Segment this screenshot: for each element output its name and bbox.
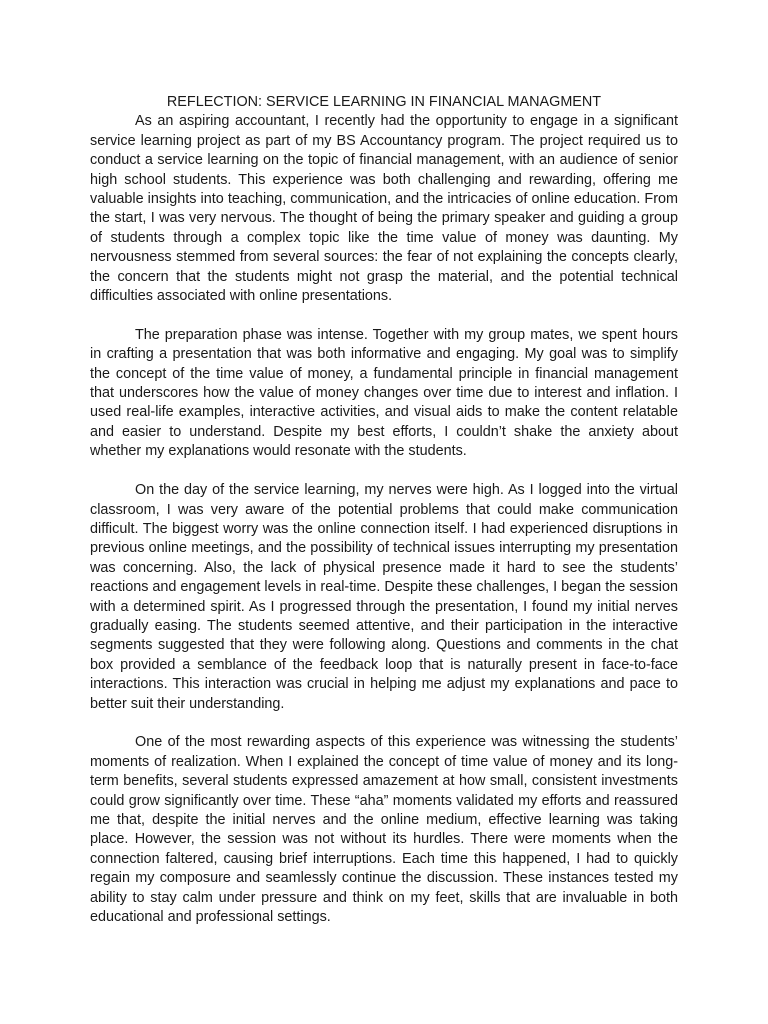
paragraph-2: The preparation phase was intense. Together with my group mates, we spent hours in crafting a presentation that was both informative and engaging. My goal was to simplify the concept of the time value of money, a fundamental principle in financial management that underscores how the value of money changes over time due to interest and inflation. I used real-life examples, interactive activities, and visual aids to make the content relatable and easier to understand. Despite my best efforts, I couldn’t shake the anxiety about whether my explanations would resonate with the students. bbox=[90, 326, 678, 460]
paragraph-3: On the day of the service learning, my nerves were high. As I logged into the virtual classroom, I was very aware of the potential problems that could make communication difficult. The biggest worry was the online connection itself. I had experienced disruptions in previous online meetings, and the possibility of technical issues interrupting my presentation was concerning. Also, the lack of physical presence made it hard to see the students’ reactions and engagement levels in real-time. Despite these challenges, I began the session with a determined spirit. As I progressed through the presentation, I found my initial nerves gradually easing. The students seemed attentive, and their participation in the interactive segments suggested that they were following along. Questions and comments in the chat box provided a semblance of the feedback loop that is naturally present in face-to-face interactions. This interaction was crucial in helping me adjust my explanations and pace to better suit their understanding. bbox=[90, 482, 678, 712]
document-page bbox=[90, 93, 678, 927]
document-title: REFLECTION: SERVICE LEARNING IN FINANCIAL MANAGMENT bbox=[166, 94, 602, 110]
paragraph-1: As an aspiring accountant, I recently had the opportunity to engage in a significant service learning project as part of my BS Accountancy program. The project required us to conduct a service learning on the topic of financial management, with an audience of senior high school students. This experience was both challenging and rewarding, offering me valuable insights into teaching, communication, and the intricacies of online education. From the start, I was very nervous. The thought of being the primary speaker and guiding a group of students through a complex topic like the time value of money was daunting. My nervousness stemmed from several sources: the fear of not explaining the concepts clearly, the concern that the students might not grasp the material, and the potential technical difficulties associated with online presentations. bbox=[90, 113, 678, 305]
paragraph-4: One of the most rewarding aspects of this experience was witnessing the students’ moments of realization. When I explained the concept of time value of money and its long-term benefits, several students expressed amazement at how small, consistent investments could grow significantly over time. These “aha” moments validated my efforts and reassured me that, despite the initial nerves and the online medium, effective learning was taking place. However, the session was not without its hurdles. There were moments when the connection faltered, causing brief interruptions. Each time this happened, I had to quickly regain my composure and seamlessly continue the discussion. These instances tested my ability to stay calm under pressure and think on my feet, skills that are invaluable in both educational and professional settings. bbox=[90, 734, 678, 926]
